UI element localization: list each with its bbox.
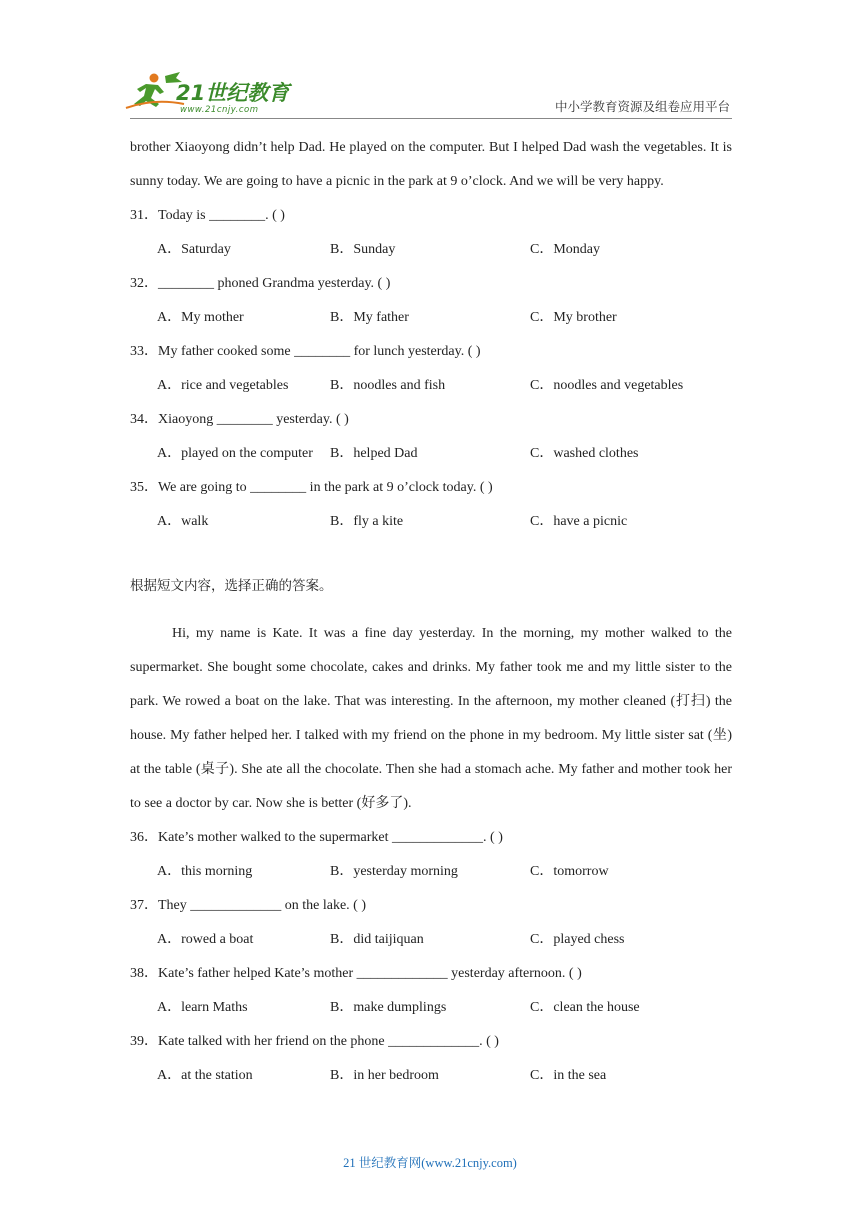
option-b[interactable]: B．make dumplings	[330, 999, 447, 1015]
option-b[interactable]: B．Sunday	[330, 242, 396, 257]
question-text: 36．Kate’s mother walked to the supermarket _____________. ( )	[130, 829, 503, 845]
option-a[interactable]: A．rowed a boat	[157, 931, 254, 947]
passage-2-text: Hi, my name is Kate. It was a fine day yesterday. In the morning, my mother walked to the supermarket. She bought some chocolate, cakes and drinks. My father took me and my little sister to the park. We rowed a boat on the lake. That was interesting. In the afternoon, my mother cleaned (打扫) the house. My father helped her. I talked with my friend on the phone in my bedroom. My little sister sat (坐) at the table (桌子). She ate all the chocolate. Then she had a stomach ache. My father and mother took her to see a doctor by car. Now she is better (好多了).	[130, 625, 732, 811]
options	[130, 855, 732, 889]
option-c[interactable]: C．played chess	[530, 931, 625, 947]
header-divider	[130, 118, 732, 119]
option-c[interactable]: C．clean the house	[530, 999, 640, 1015]
option-c[interactable]: C．have a picnic	[530, 514, 628, 529]
question-text: 31．Today is ________. ( )	[130, 208, 285, 223]
question-text: 37．They _____________ on the lake. ( )	[130, 897, 367, 913]
option-b[interactable]: B．fly a kite	[330, 514, 404, 529]
options	[130, 233, 732, 267]
options	[130, 505, 732, 539]
question-36	[130, 821, 732, 889]
option-c[interactable]: C．in the sea	[530, 1067, 607, 1083]
option-a[interactable]: A．this morning	[157, 863, 253, 879]
question-text: 32．________ phoned Grandma yesterday. ( )	[130, 276, 391, 291]
option-c[interactable]: C．washed clothes	[530, 446, 639, 461]
question-34	[130, 403, 732, 471]
option-b[interactable]: B．yesterday morning	[330, 863, 458, 879]
header-platform-text: 中小学教育资源及组卷应用平台	[554, 99, 730, 114]
option-a[interactable]: A．Saturday	[157, 242, 231, 257]
logo-text: 21世纪教育	[176, 81, 290, 105]
option-c[interactable]: C．tomorrow	[530, 863, 609, 879]
question-group-1	[130, 199, 732, 539]
question-33	[130, 335, 732, 403]
question-31	[130, 199, 732, 267]
page-header	[0, 0, 860, 130]
options	[130, 369, 732, 403]
option-a[interactable]: A．at the station	[157, 1067, 253, 1083]
question-38	[130, 957, 732, 1025]
question-35	[130, 471, 732, 539]
option-b[interactable]: B．noodles and fish	[330, 378, 446, 393]
question-37	[130, 889, 732, 957]
options	[130, 1059, 732, 1093]
question-39	[130, 1025, 732, 1093]
question-text: 35．We are going to ________ in the park at 9 o’clock today. ( )	[130, 480, 493, 495]
options	[130, 301, 732, 335]
option-a[interactable]: A．My mother	[157, 310, 244, 325]
question-text: 38．Kate’s father helped Kate’s mother _____________ yesterday afternoon. ( )	[130, 965, 582, 981]
option-c[interactable]: C．noodles and vegetables	[530, 378, 684, 393]
option-b[interactable]: B．did taijiquan	[330, 931, 424, 947]
section-instruction: 根据短文内容，选择正确的答案。	[130, 578, 333, 594]
option-b[interactable]: B．My father	[330, 310, 409, 325]
logo-url: www.21cnjy.com	[180, 105, 259, 115]
option-a[interactable]: A．walk	[157, 514, 209, 529]
option-a[interactable]: A．rice and vegetables	[157, 378, 289, 393]
options	[130, 923, 732, 957]
logo-21cnjy	[124, 68, 299, 116]
option-c[interactable]: C．My brother	[530, 310, 617, 325]
question-text: 34．Xiaoyong ________ yesterday. ( )	[130, 412, 349, 427]
options	[130, 437, 732, 471]
option-b[interactable]: B．helped Dad	[330, 446, 418, 461]
question-32	[130, 267, 732, 335]
question-group-2	[130, 821, 732, 1093]
passage-1-text: brother Xiaoyong didn’t help Dad. He played on the computer. But I helped Dad wash the vegetables. It is sunny today. We are going to have a picnic in the park at 9 o’clock. And we will be very happy.	[130, 140, 732, 189]
option-a[interactable]: A．played on the computer	[157, 446, 313, 461]
options	[130, 991, 732, 1025]
question-text: 33．My father cooked some ________ for lunch yesterday. ( )	[130, 344, 481, 359]
option-b[interactable]: B．in her bedroom	[330, 1067, 439, 1083]
option-c[interactable]: C．Monday	[530, 242, 600, 257]
option-a[interactable]: A．learn Maths	[157, 999, 248, 1015]
page-footer[interactable]: 21 世纪教育网(www.21cnjy.com)	[343, 1156, 517, 1170]
question-text: 39．Kate talked with her friend on the phone _____________. ( )	[130, 1033, 499, 1049]
document-body	[130, 131, 732, 1093]
